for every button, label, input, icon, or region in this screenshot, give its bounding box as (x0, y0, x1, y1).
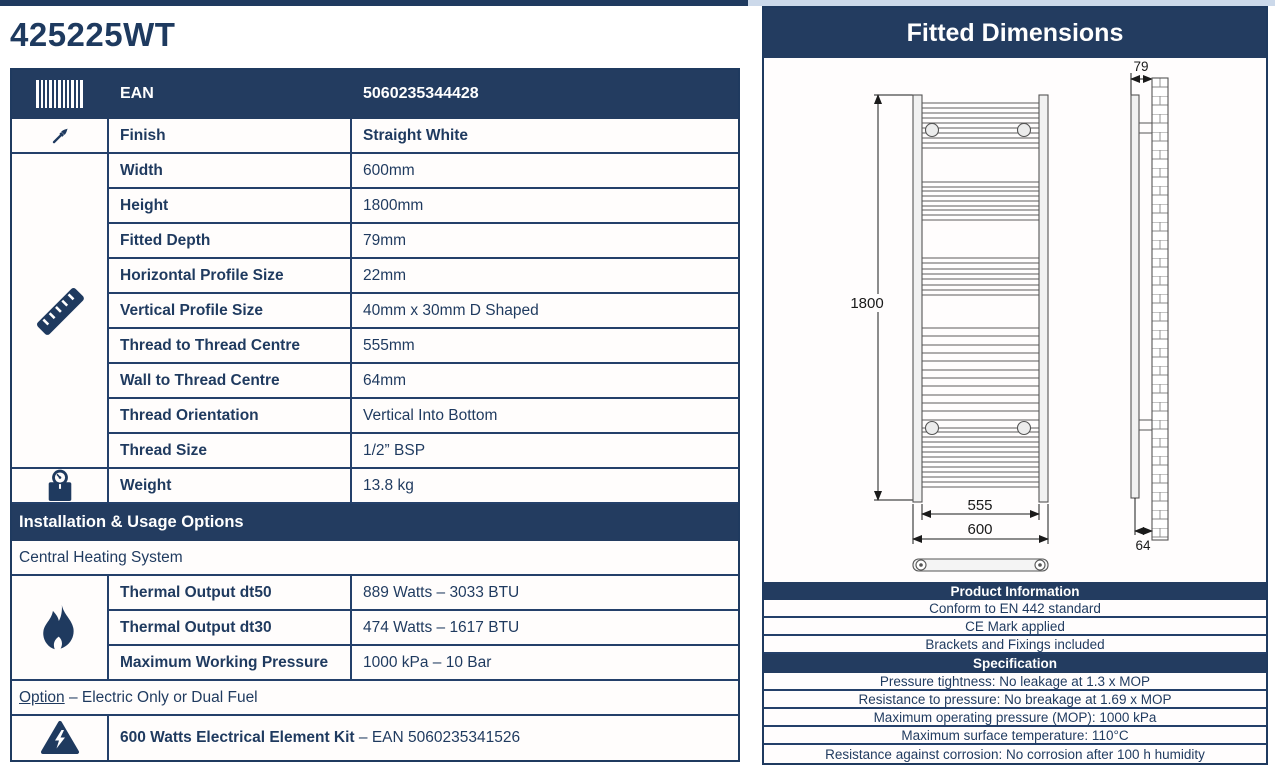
dim-label: Horizontal Profile Size (109, 259, 352, 294)
dim-label: Width (109, 154, 352, 189)
weight-value: 13.8 kg (352, 469, 738, 504)
paintbrush-icon (12, 119, 109, 154)
dim-value: 1800mm (352, 189, 738, 224)
flame-icon (12, 576, 109, 681)
ean-label: EAN (109, 70, 352, 119)
specification-table (10, 68, 740, 762)
specification-row: Maximum operating pressure (MOP): 1000 kPa (764, 709, 1266, 727)
ruler-icon (12, 154, 109, 469)
side-view-radiator (1131, 95, 1139, 498)
dim-thread-centres-label: 555 (967, 497, 993, 514)
paintbrush-icon-svg (47, 123, 73, 149)
dim-width-label: 600 (967, 521, 993, 538)
installation-usage-header: Installation & Usage Options (12, 504, 738, 541)
thermal-value: 474 Watts – 1617 BTU (352, 611, 738, 646)
hazard-lightning-icon-svg (40, 720, 80, 756)
option-row (12, 681, 738, 716)
thermal-value: 889 Watts – 3033 BTU (352, 576, 738, 611)
radiator-drawing-svg (764, 58, 1266, 582)
option-text: – Electric Only or Dual Fuel (64, 688, 258, 706)
specification-header: Specification (764, 654, 1266, 673)
finish-label: Finish (109, 119, 352, 154)
product-information-header: Product Information (764, 582, 1266, 600)
fitted-dimensions-panel (762, 6, 1268, 765)
dim-value: Vertical Into Bottom (352, 399, 738, 434)
brick-wall (1152, 78, 1168, 540)
dim-label: Height (109, 189, 352, 224)
dim-depth-label: 79 (1133, 59, 1149, 74)
dim-label: Vertical Profile Size (109, 294, 352, 329)
dim-value: 600mm (352, 154, 738, 189)
dim-label: Fitted Depth (109, 224, 352, 259)
thermal-value: 1000 kPa – 10 Bar (352, 646, 738, 681)
fitted-dimensions-title: Fitted Dimensions (764, 8, 1266, 58)
specification-row: Pressure tightness: No leakage at 1.3 x MOP (764, 673, 1266, 691)
dim-value: 40mm x 30mm D Shaped (352, 294, 738, 329)
thermal-label: Thermal Output dt50 (109, 576, 352, 611)
product-info-row: Brackets and Fixings included (764, 636, 1266, 654)
technical-drawing (764, 58, 1266, 582)
dim-label: Wall to Thread Centre (109, 364, 352, 399)
dim-wall-to-thread (1135, 498, 1152, 535)
specification-row: Resistance against corrosion: No corrosion after 100 h humidity (764, 745, 1266, 763)
top-strip-dark (0, 0, 748, 6)
element-kit-name: 600 Watts Electrical Element Kit (120, 729, 355, 746)
product-info-row: Conform to EN 442 standard (764, 600, 1266, 618)
hazard-lightning-icon (12, 716, 109, 760)
dim-depth (1131, 73, 1152, 95)
option-word: Option (19, 688, 65, 706)
specification-row: Resistance to pressure: No breakage at 1.69 x MOP (764, 691, 1266, 709)
dim-value: 22mm (352, 259, 738, 294)
specification-row: Maximum surface temperature: 110°C (764, 727, 1266, 745)
dim-value: 555mm (352, 329, 738, 364)
page-title: 425225WT (10, 16, 176, 53)
ruler-icon-svg (32, 283, 88, 339)
element-kit-ean: – EAN 5060235341526 (354, 729, 521, 746)
dim-wall-to-thread-label: 64 (1135, 538, 1151, 553)
dim-label: Thread to Thread Centre (109, 329, 352, 364)
dim-value: 79mm (352, 224, 738, 259)
finish-value: Straight White (352, 119, 738, 154)
barcode-icon-svg (35, 80, 85, 108)
thermal-label: Maximum Working Pressure (109, 646, 352, 681)
dim-label: Thread Size (109, 434, 352, 469)
product-info-row: CE Mark applied (764, 618, 1266, 636)
top-view-bar (913, 559, 1048, 571)
element-kit-row (109, 716, 738, 760)
barcode-icon (12, 70, 109, 119)
dim-label: Thread Orientation (109, 399, 352, 434)
thermal-label: Thermal Output dt30 (109, 611, 352, 646)
weight-label: Weight (109, 469, 352, 504)
radiator-rails (913, 95, 1048, 502)
central-heating-row: Central Heating System (12, 541, 738, 576)
flame-icon-svg (38, 603, 82, 653)
dim-value: 1/2” BSP (352, 434, 738, 469)
scale-icon-svg (44, 469, 76, 503)
dim-height-label: 1800 (850, 295, 884, 312)
scale-icon (12, 469, 109, 504)
dim-value: 64mm (352, 364, 738, 399)
ean-value: 5060235344428 (352, 70, 738, 119)
side-view-brackets (1139, 123, 1152, 430)
